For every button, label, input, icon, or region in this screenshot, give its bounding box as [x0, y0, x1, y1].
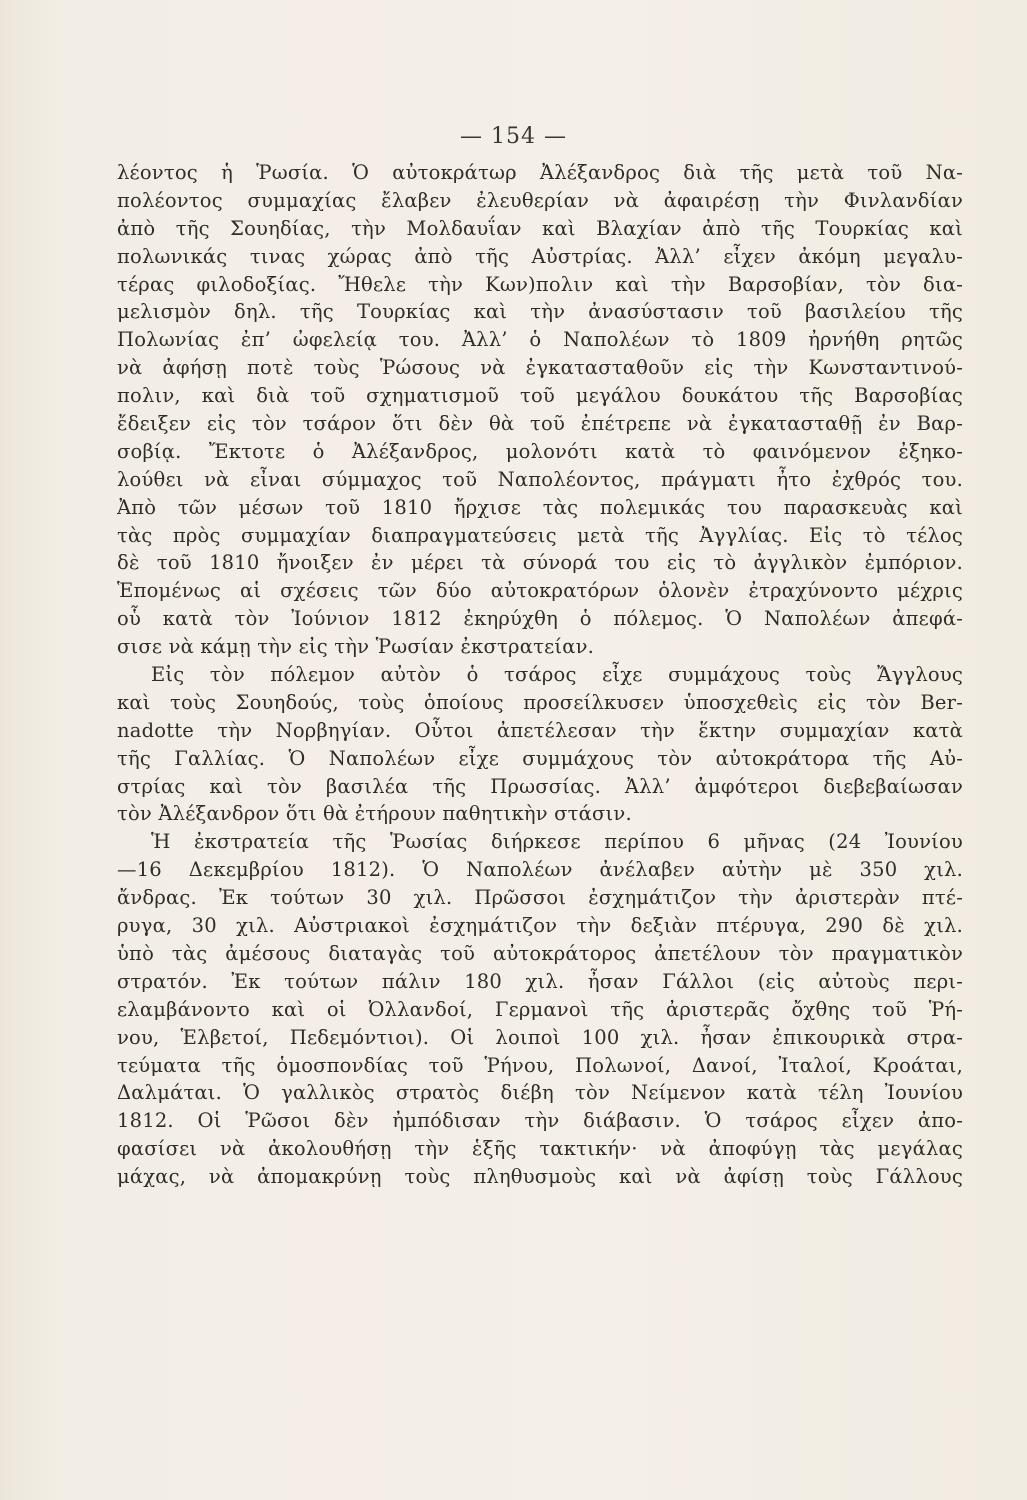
- text-line: τὰς πρὸς συμμαχίαν διαπραγματεύσεις μετὰ τῆς Ἀγγλίας. Εἰς τὸ τέλος: [117, 523, 963, 547]
- text-line: ἄνδρας. Ἐκ τούτων 30 χιλ. Πρῶσσοι ἐσχημάτιζον τὴν ἀριστερὰν πτέ-: [117, 886, 963, 910]
- text-line: στρατόν. Ἐκ τούτων πάλιν 180 χιλ. ἦσαν Γάλλοι (εἰς αὐτοὺς περι-: [117, 969, 963, 993]
- paragraph: [117, 828, 963, 1191]
- text-line: Ἡ ἐκστρατεία τῆς Ῥωσίας διήρκεσε περίπου 6 μῆνας (24 Ἰουνίου: [151, 830, 963, 854]
- text-line: ὑπὸ τὰς ἀμέσους διαταγὰς τοῦ αὐτοκράτορος ἀπετέλουν τὸν πραγματικὸν: [117, 941, 963, 965]
- text-line: λούθει νὰ εἶναι σύμμαχος τοῦ Ναπολέοντος, πράγματι ἦτο ἐχθρός του.: [117, 467, 963, 491]
- text-line: ελαμβάνοντο καὶ οἱ Ὀλλανδοί, Γερμανοὶ τῆς ἀριστερᾶς ὄχθης τοῦ Ῥή-: [117, 997, 963, 1021]
- text-line: στρίας καὶ τὸν βασιλέα τῆς Πρωσσίας. Ἀλλ’ ἀμφότεροι διεβεβαίωσαν: [117, 774, 963, 798]
- text-line: μελισμὸν δηλ. τῆς Τουρκίας καὶ τὴν ἀνασύστασιν τοῦ βασιλείου τῆς: [117, 300, 963, 324]
- text-line: —16 Δεκεμβρίου 1812). Ὁ Ναπολέων ἀνέλαβεν αὐτὴν μὲ 350 χιλ.: [117, 858, 963, 882]
- text-line: 1812. Οἱ Ῥῶσοι δὲν ἠμπόδισαν τὴν διάβασιν. Ὁ τσάρος εἶχεν ἀπο-: [117, 1109, 963, 1133]
- text-line: σισε νὰ κάμῃ τὴν εἰς τὴν Ῥωσίαν ἐκστρατείαν.: [117, 635, 595, 659]
- text-line: πολωνικάς τινας χώρας ἀπὸ τῆς Αὐστρίας. Ἀλλ’ εἶχεν ἀκόμη μεγαλυ-: [117, 244, 963, 268]
- text-line: Εἰς τὸν πόλεμον αὐτὸν ὁ τσάρος εἶχε συμμάχους τοὺς Ἄγγλους: [151, 663, 963, 687]
- paragraph: [117, 159, 963, 661]
- text-line: σοβίᾳ. Ἔκτοτε ὁ Ἀλέξανδρος, μολονότι κατὰ τὸ φαινόμενον ἐξηκο-: [117, 439, 963, 463]
- text-line: Δαλμάται. Ὁ γαλλικὸς στρατὸς διέβη τὸν Νείμενον κατὰ τέλη Ἰουνίου: [117, 1081, 963, 1105]
- text-line: ρυγα, 30 χιλ. Αὐστριακοὶ ἐσχημάτιζον τὴν δεξιὰν πτέρυγα, 290 δὲ χιλ.: [117, 914, 963, 938]
- text-line: ἔδειξεν εἰς τὸν τσάρον ὅτι δὲν θὰ τοῦ ἐπέτρεπε νὰ ἐγκατασταθῇ ἐν Βαρ-: [117, 412, 963, 436]
- text-line: οὗ κατὰ τὸν Ἰούνιον 1812 ἐκηρύχθη ὁ πόλεμος. Ὁ Ναπολέων ἀπεφά-: [117, 607, 963, 631]
- text-line: δὲ τοῦ 1810 ἤνοιξεν ἐν μέρει τὰ σύνορά του εἰς τὸ ἀγγλικὸν ἐμπόριον.: [117, 551, 963, 575]
- text-line: τεύματα τῆς ὁμοσπονδίας τοῦ Ῥήνου, Πολωνοί, Δανοί, Ἰταλοί, Κροάται,: [117, 1053, 963, 1077]
- text-line: τὸν Ἀλέξανδρον ὅτι θὰ ἐτήρουν παθητικὴν στάσιν.: [117, 802, 632, 826]
- text-line: ἀπὸ τῆς Σουηδίας, τὴν Μολδαυΐαν καὶ Βλαχίαν ἀπὸ τῆς Τουρκίας καὶ: [117, 216, 963, 240]
- text-line: μάχας, νὰ ἀπομακρύνῃ τοὺς πληθυσμοὺς καὶ νὰ ἀφίσῃ τοὺς Γάλλους: [117, 1165, 963, 1189]
- text-line: τῆς Γαλλίας. Ὁ Ναπολέων εἶχε συμμάχους τὸν αὐτοκράτορα τῆς Αὐ-: [117, 746, 963, 770]
- text-line: Ἀπὸ τῶν μέσων τοῦ 1810 ἤρχισε τὰς πολεμικάς του παρασκευὰς καὶ: [117, 495, 963, 519]
- text-line: νὰ ἀφήσῃ ποτὲ τοὺς Ῥώσους νὰ ἐγκατασταθοῦν εἰς τὴν Κωνσταντινού-: [117, 356, 963, 380]
- text-line: φασίσει νὰ ἀκολουθήσῃ τὴν ἑξῆς τακτικήν· νὰ ἀποφύγῃ τὰς μεγάλας: [117, 1137, 963, 1161]
- text-line: νου, Ἑλβετοί, Πεδεμόντιοι). Οἱ λοιποὶ 100 χιλ. ἦσαν ἐπικουρικὰ στρα-: [117, 1025, 963, 1049]
- text-line: καὶ τοὺς Σουηδούς, τοὺς ὁποίους προσείλκυσεν ὑποσχεθεὶς εἰς τὸν Ber-: [117, 690, 963, 714]
- text-line: πολιν, καὶ διὰ τοῦ σχηματισμοῦ τοῦ μεγάλου δουκάτου τῆς Βαρσοβίας: [117, 384, 963, 408]
- text-line: λέοντος ἡ Ῥωσία. Ὁ αὐτοκράτωρ Ἀλέξανδρος διὰ τῆς μετὰ τοῦ Να-: [117, 161, 963, 184]
- body-text: [117, 159, 963, 1191]
- text-line: πολέοντος συμμαχίας ἔλαβεν ἐλευθερίαν νὰ ἀφαιρέσῃ τὴν Φινλανδίαν: [117, 188, 963, 212]
- text-line: nadotte τὴν Νορβηγίαν. Οὗτοι ἀπετέλεσαν τὴν ἕκτην συμμαχίαν κατὰ: [117, 718, 963, 742]
- text-line: Ἑπομένως αἱ σχέσεις τῶν δύο αὐτοκρατόρων ὁλονὲν ἐτραχύνοντο μέχρις: [117, 579, 963, 603]
- text-line: Πολωνίας ἐπ’ ὠφελείᾳ του. Ἀλλ’ ὁ Ναπολέων τὸ 1809 ἠρνήθη ρητῶς: [117, 328, 963, 352]
- paragraph: [117, 661, 963, 828]
- text-line: τέρας φιλοδοξίας. Ἤθελε τὴν Κων)πολιν καὶ τὴν Βαρσοβίαν, τὸν δια-: [117, 272, 963, 296]
- page-number: — 154 —: [460, 124, 567, 149]
